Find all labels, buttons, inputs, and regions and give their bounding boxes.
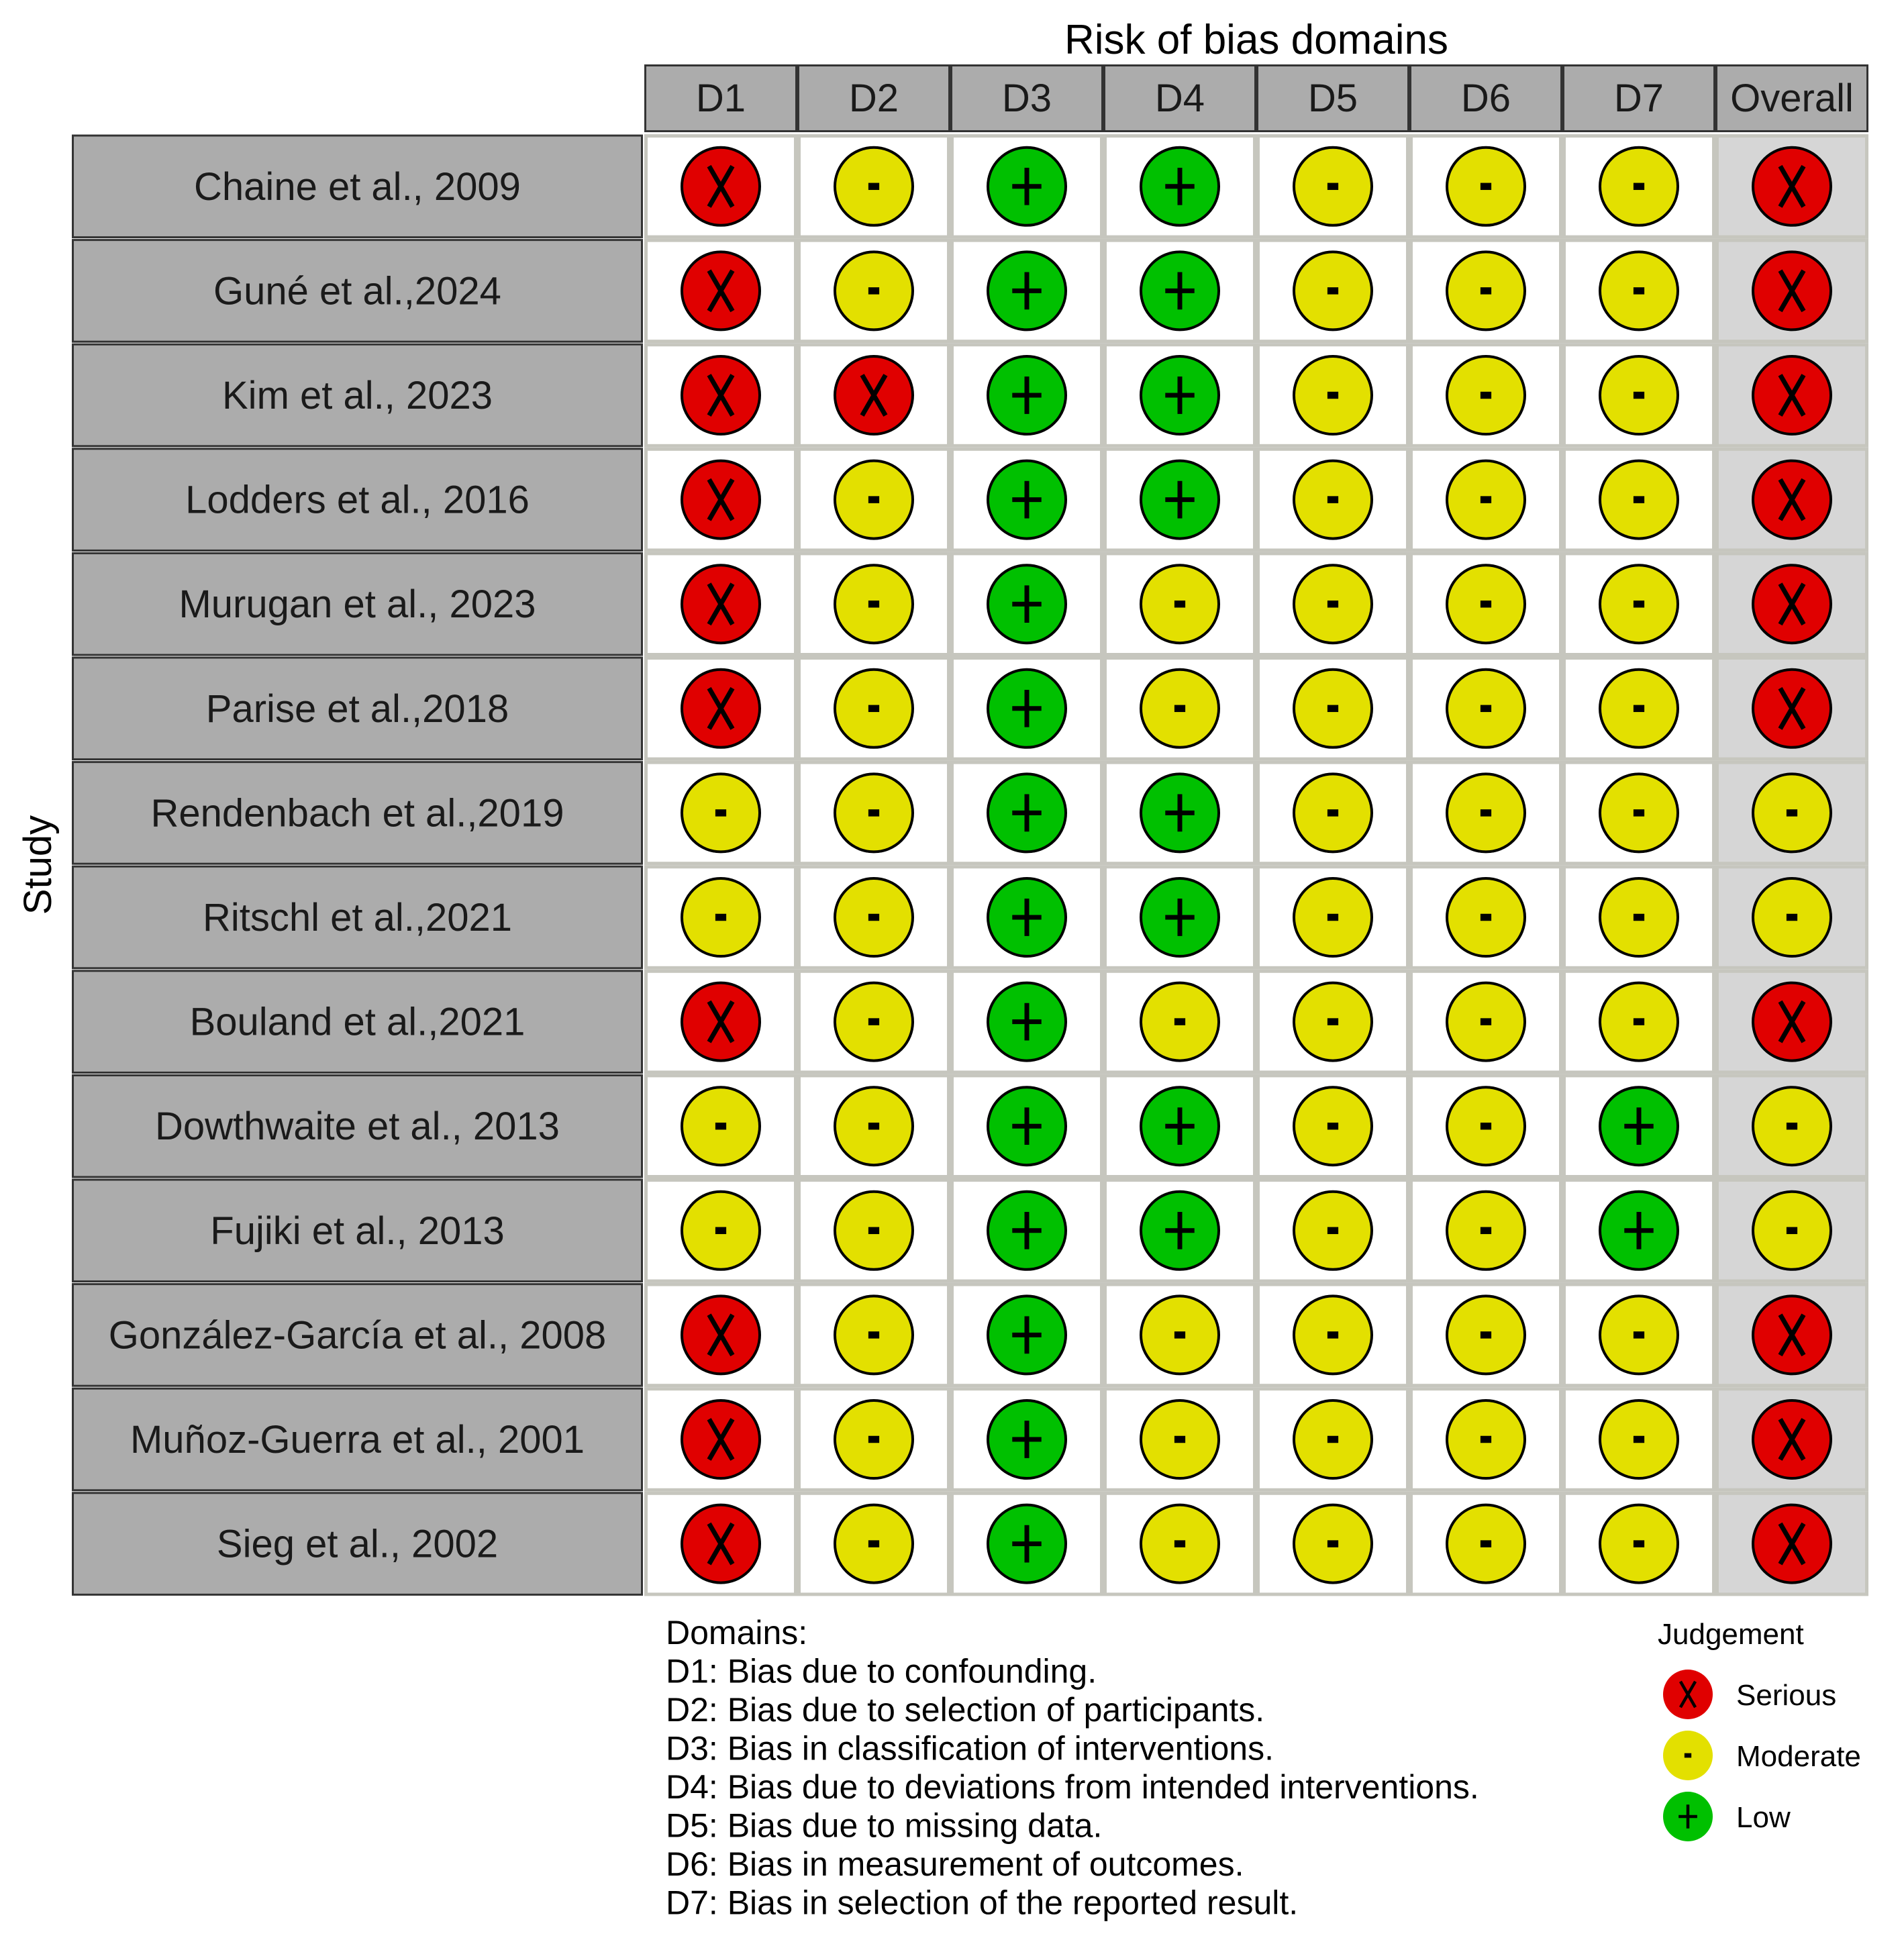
study-label: Chaine et al., 2009 (194, 164, 521, 209)
column-header-d2: D2 (848, 76, 899, 120)
judgement-symbol-icon (1481, 183, 1491, 191)
study-label: Ritschl et al.,2021 (202, 896, 513, 939)
chart-title: Risk of bias domains (1064, 17, 1449, 63)
study-label: Bouland et al.,2021 (189, 1000, 525, 1044)
judgement-symbol-icon (868, 1123, 879, 1130)
study-label: Lodders et al., 2016 (185, 478, 530, 522)
column-header-d1: D1 (695, 76, 746, 120)
judgement-symbol-icon (715, 1123, 726, 1130)
judgement-symbol-icon (868, 1436, 879, 1443)
judgement-symbol-icon (1327, 705, 1338, 713)
judgement-symbol-icon (1634, 914, 1644, 921)
domain-definition: D2: Bias due to selection of participants. (666, 1691, 1265, 1729)
judgement-symbol-icon (1634, 705, 1644, 713)
judgement-symbol-icon (1787, 809, 1797, 817)
judgement-symbol-icon (868, 287, 879, 295)
judgement-symbol-icon (1481, 1331, 1491, 1339)
judgement-symbol-icon (1481, 1123, 1491, 1130)
y-axis-label: Study (16, 815, 60, 915)
column-header-d4: D4 (1154, 76, 1205, 120)
judgement-symbol-icon (1787, 1227, 1797, 1235)
domain-definition: D3: Bias in classification of interventions. (666, 1729, 1274, 1768)
judgement-symbol-icon (868, 183, 879, 191)
judgement-symbol-icon (1327, 1540, 1338, 1547)
judgement-symbol-icon (1634, 1018, 1644, 1025)
judgement-symbol-icon (1174, 705, 1185, 713)
judgement-symbol-icon (1634, 496, 1644, 503)
legend-title: Judgement (1658, 1618, 1804, 1651)
judgement-symbol-icon (1481, 496, 1491, 503)
judgement-symbol-icon (1787, 1123, 1797, 1130)
domain-definition: D6: Bias in measurement of outcomes. (666, 1845, 1244, 1883)
judgement-symbol-icon (1327, 392, 1338, 399)
judgement-symbol-icon (1634, 287, 1644, 295)
judgement-symbol-icon (1327, 287, 1338, 295)
judgement-symbol-icon (1634, 1436, 1644, 1443)
judgement-symbol-icon (1634, 809, 1644, 817)
legend-item-serious (1663, 1670, 1836, 1719)
legend-label: Moderate (1736, 1740, 1861, 1773)
judgement-symbol-icon (1481, 914, 1491, 921)
column-header-d5: D5 (1307, 76, 1358, 120)
judgement-symbol-icon (1481, 705, 1491, 713)
domain-definition: D7: Bias in selection of the reported result. (666, 1884, 1299, 1922)
legend-item-moderate (1663, 1731, 1861, 1780)
study-label: González-García et al., 2008 (108, 1313, 607, 1358)
judgement-grid (646, 136, 1867, 1594)
judgement-symbol-icon (1634, 1540, 1644, 1547)
judgement-symbol-icon (868, 705, 879, 713)
judgement-symbol-icon (1481, 287, 1491, 295)
judgement-symbol-icon (1174, 1018, 1185, 1025)
domains-caption (666, 1614, 1479, 1922)
legend (1658, 1618, 1861, 1841)
column-header-d6: D6 (1460, 76, 1511, 120)
judgement-symbol-icon (1787, 914, 1797, 921)
column-headers (646, 66, 1868, 132)
judgement-symbol-icon (1327, 809, 1338, 817)
study-label: Muñoz-Guerra et al., 2001 (130, 1418, 585, 1462)
legend-symbol-icon (1685, 1753, 1691, 1758)
study-label: Fujiki et al., 2013 (210, 1209, 505, 1253)
study-label: Guné et al.,2024 (213, 269, 501, 313)
judgement-symbol-icon (1174, 1540, 1185, 1547)
column-header-overall: Overall (1730, 76, 1854, 120)
judgement-symbol-icon (715, 914, 726, 921)
judgement-symbol-icon (1481, 1227, 1491, 1235)
judgement-symbol-icon (1327, 1227, 1338, 1235)
judgement-symbol-icon (1327, 1436, 1338, 1443)
judgement-symbol-icon (1327, 1331, 1338, 1339)
domain-definition: D5: Bias due to missing data. (666, 1806, 1103, 1845)
judgement-symbol-icon (868, 601, 879, 608)
study-label: Murugan et al., 2023 (179, 582, 536, 627)
legend-item-low (1663, 1792, 1791, 1841)
legend-label: Serious (1736, 1679, 1837, 1712)
judgement-symbol-icon (1481, 1436, 1491, 1443)
study-label: Kim et al., 2023 (222, 374, 493, 417)
judgement-symbol-icon (1174, 1436, 1185, 1443)
judgement-symbol-icon (1481, 392, 1491, 399)
judgement-symbol-icon (1634, 183, 1644, 191)
judgement-symbol-icon (868, 914, 879, 921)
legend-label: Low (1736, 1801, 1791, 1834)
judgement-symbol-icon (1481, 809, 1491, 817)
judgement-symbol-icon (1327, 183, 1338, 191)
judgement-symbol-icon (868, 1540, 879, 1547)
judgement-symbol-icon (1634, 1331, 1644, 1339)
judgement-symbol-icon (868, 809, 879, 817)
judgement-symbol-icon (1327, 1123, 1338, 1130)
study-label: Parise et al.,2018 (205, 686, 509, 731)
judgement-symbol-icon (1481, 1018, 1491, 1025)
judgement-symbol-icon (715, 809, 726, 817)
domain-definition: D4: Bias due to deviations from intended interventions. (666, 1768, 1479, 1806)
domain-definition: D1: Bias due to confounding. (666, 1652, 1097, 1690)
judgement-symbol-icon (1634, 601, 1644, 608)
judgement-symbol-icon (1481, 601, 1491, 608)
judgement-symbol-icon (868, 496, 879, 503)
judgement-symbol-icon (868, 1331, 879, 1339)
judgement-symbol-icon (1327, 1018, 1338, 1025)
judgement-symbol-icon (1327, 496, 1338, 503)
judgement-symbol-icon (715, 1227, 726, 1235)
judgement-symbol-icon (868, 1018, 879, 1025)
study-label: Sieg et al., 2002 (216, 1522, 499, 1566)
judgement-symbol-icon (868, 1227, 879, 1235)
study-label: Dowthwaite et al., 2013 (155, 1105, 560, 1149)
column-header-d3: D3 (1001, 76, 1052, 120)
study-label: Rendenbach et al.,2019 (150, 791, 564, 835)
domains-heading: Domains: (666, 1614, 808, 1651)
judgement-symbol-icon (1174, 1331, 1185, 1339)
column-header-d7: D7 (1613, 76, 1664, 120)
judgement-symbol-icon (1481, 1540, 1491, 1547)
judgement-symbol-icon (1174, 601, 1185, 608)
study-labels (73, 136, 642, 1594)
judgement-symbol-icon (1327, 601, 1338, 608)
judgement-symbol-icon (1634, 392, 1644, 399)
judgement-symbol-icon (1327, 914, 1338, 921)
